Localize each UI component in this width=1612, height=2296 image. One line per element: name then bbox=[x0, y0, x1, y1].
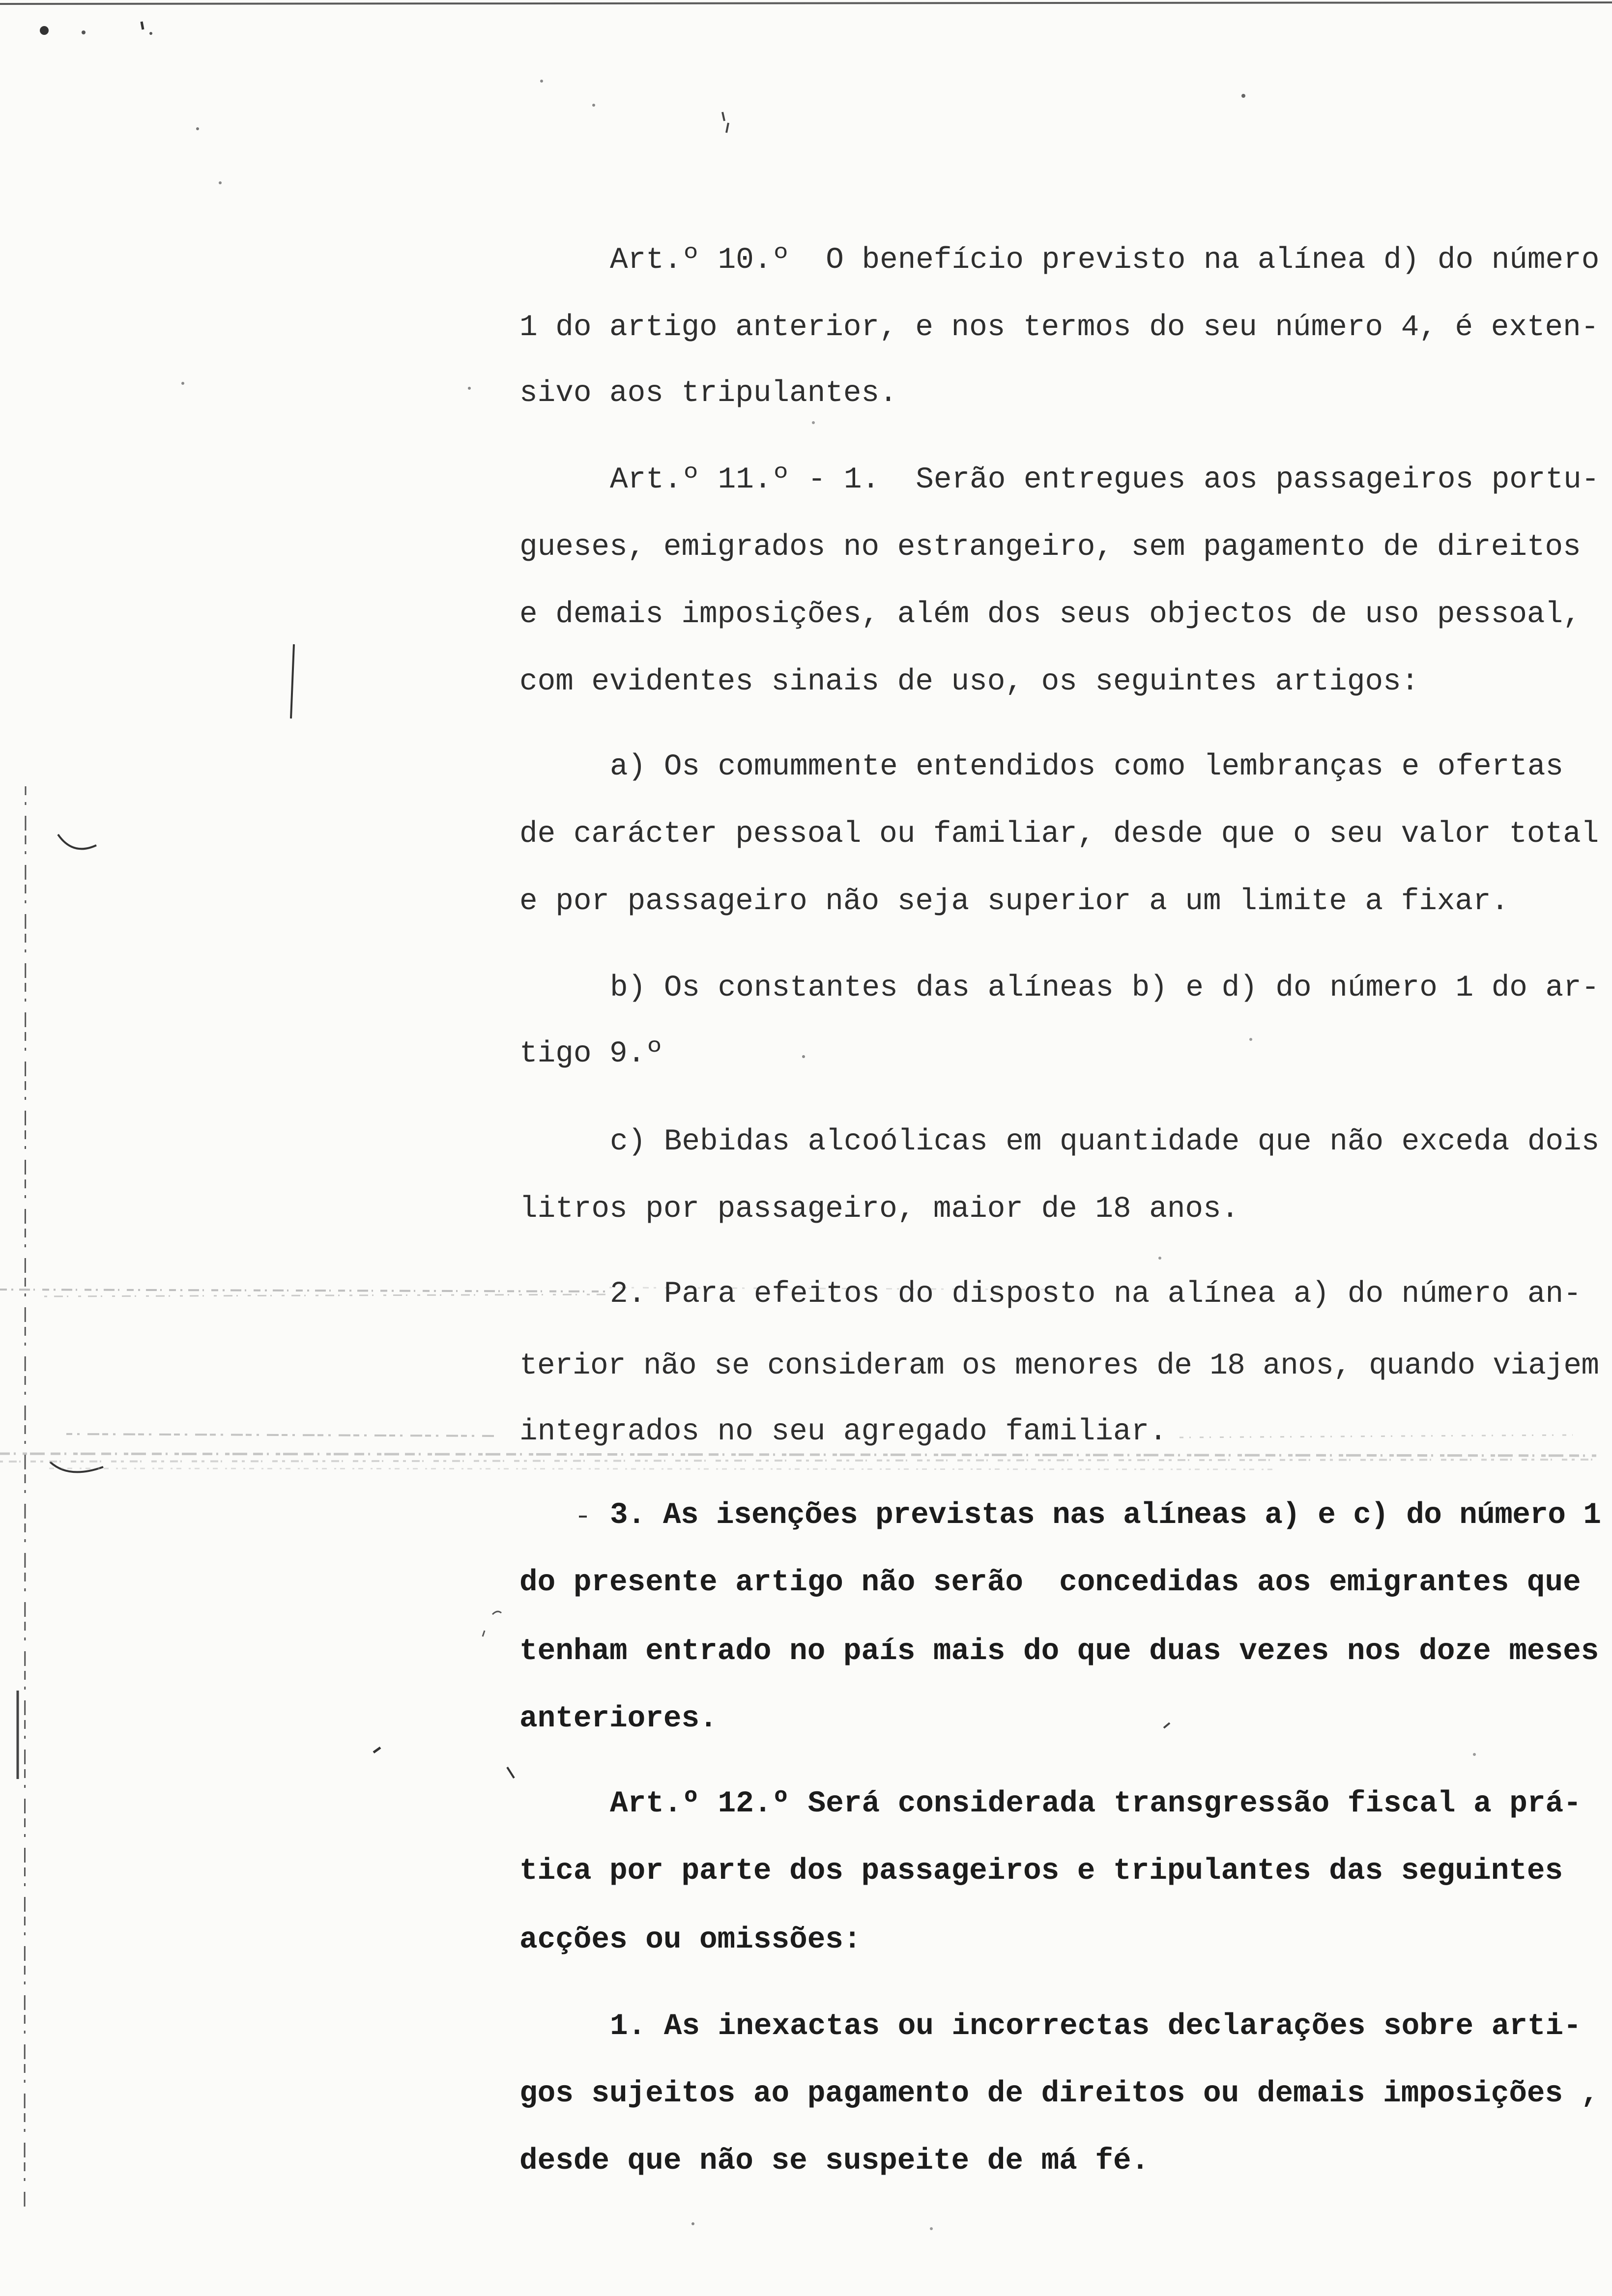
text-line: e por passageiro não seja superior a um limite a fixar. bbox=[519, 885, 1509, 918]
scan-dot bbox=[1158, 1257, 1161, 1260]
text-line: com evidentes sinais de uso, os seguintes artigos: bbox=[519, 665, 1419, 699]
text-line: 3. As isenções previstas nas alíneas a) e c) do número 1 bbox=[610, 1498, 1601, 1532]
scan-speckle-row bbox=[49, 1468, 1278, 1469]
text-line: 1. As inexactas ou incorrectas declarações sobre arti- bbox=[610, 2009, 1582, 2043]
scan-dot bbox=[812, 421, 815, 424]
scan-stroke-mark bbox=[374, 1748, 380, 1752]
text-line: 1 do artigo anterior, e nos termos do seu número 4, é exten- bbox=[519, 311, 1599, 344]
scan-dot bbox=[468, 387, 471, 390]
scan-speckle-row bbox=[44, 1294, 609, 1296]
text-line: b) Os constantes das alíneas b) e d) do número 1 do ar- bbox=[610, 971, 1600, 1005]
text-line: acções ou omissões: bbox=[519, 1923, 862, 1957]
text-line: a) Os comummente entendidos como lembranças e ofertas bbox=[610, 750, 1564, 784]
text-line: sivo aos tripulantes. bbox=[519, 376, 897, 410]
scan-curve-mark bbox=[58, 834, 96, 849]
text-line: Art.º 11.º - 1. Serão entregues aos passageiros portu- bbox=[610, 463, 1600, 497]
scan-vertical-stroke bbox=[291, 644, 294, 718]
scan-speckle-row bbox=[0, 1460, 1597, 1462]
scan-curve-mark bbox=[50, 1462, 103, 1472]
text-line: de carácter pessoal ou familiar, desde que o seu valor total bbox=[519, 817, 1599, 851]
scan-speckle-row bbox=[0, 1454, 1597, 1456]
text-line: tica por parte dos passageiros e tripulantes das seguintes bbox=[519, 1854, 1563, 1888]
text-line: gos sujeitos ao pagamento de direitos ou demais imposições , bbox=[519, 2077, 1599, 2111]
scan-dot bbox=[691, 2222, 694, 2225]
text-line: anteriores. bbox=[519, 1702, 718, 1736]
scan-dot bbox=[149, 32, 152, 35]
scan-left-edge-noise bbox=[25, 786, 26, 2211]
scan-dot bbox=[1249, 1038, 1252, 1041]
scan-speckle-row bbox=[66, 1434, 496, 1436]
text-line: do presente artigo não serão concedidas aos emigrantes que bbox=[519, 1566, 1581, 1600]
scan-stroke-mark bbox=[1164, 1723, 1170, 1728]
scan-dot bbox=[592, 104, 595, 107]
scan-stroke-mark bbox=[507, 1767, 514, 1778]
text-line: e demais imposições, além dos seus objectos de uso pessoal, bbox=[519, 598, 1581, 631]
scan-dot bbox=[40, 26, 49, 35]
scan-comma-mark bbox=[483, 1611, 501, 1636]
scan-dot bbox=[82, 30, 86, 34]
scan-speckle-row bbox=[0, 1290, 609, 1292]
text-line: desde que não se suspeite de má fé. bbox=[519, 2144, 1150, 2178]
scan-tick bbox=[142, 22, 143, 29]
text-line: Art.º 12.º Será considerada transgressão fiscal a prá- bbox=[610, 1787, 1582, 1821]
text-line: c) Bebidas alcoólicas em quantidade que não exceda dois bbox=[610, 1125, 1600, 1159]
scan-dot bbox=[219, 181, 222, 184]
scan-dot bbox=[930, 2227, 933, 2230]
text-line: gueses, emigrados no estrangeiro, sem pagamento de direitos bbox=[519, 530, 1581, 564]
scan-dot bbox=[1241, 94, 1245, 98]
text-line: integrados no seu agregado familiar. bbox=[519, 1415, 1167, 1449]
scan-quote-mark bbox=[722, 112, 728, 133]
text-line: litros por passageiro, maior de 18 anos. bbox=[519, 1192, 1239, 1226]
top-edge-line bbox=[0, 2, 1612, 4]
scan-dot bbox=[196, 127, 199, 130]
text-line: terior não se consideram os menores de 18 anos, quando viajem bbox=[519, 1349, 1599, 1383]
scan-dot bbox=[181, 382, 184, 385]
text-line: tigo 9.º bbox=[519, 1037, 663, 1071]
scan-speckle-row bbox=[1180, 1435, 1573, 1437]
scan-dot bbox=[802, 1055, 805, 1058]
text-line: Art.º 10.º O benefício previsto na alínea d) do número bbox=[610, 243, 1600, 277]
text-line: 2. Para efeitos do disposto na alínea a) do número an- bbox=[610, 1277, 1582, 1311]
scan-dot bbox=[540, 80, 543, 83]
text-line: tenham entrado no país mais do que duas vezes nos doze meses bbox=[519, 1635, 1599, 1668]
scan-dot bbox=[1473, 1753, 1476, 1756]
